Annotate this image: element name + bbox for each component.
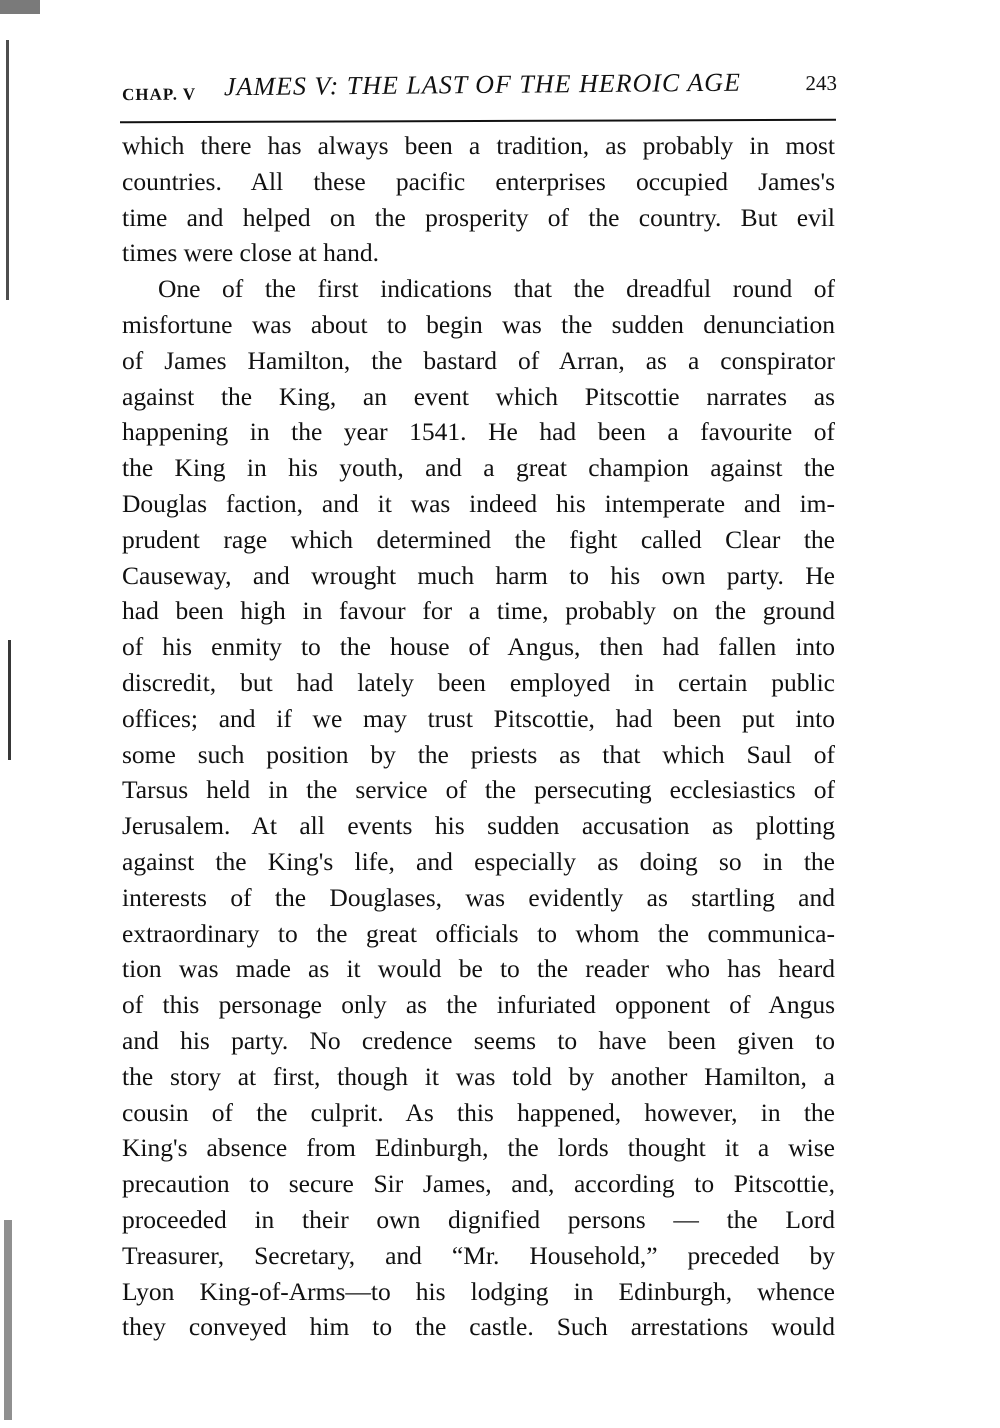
text-line: some such position by the priests as that which Saul of bbox=[122, 739, 835, 769]
text-line: extraordinary to the great officials to whom the communica- bbox=[122, 918, 835, 948]
text-line: and his party. No credence seems to have been given to bbox=[122, 1025, 835, 1055]
text-line: interests of the Douglases, was evidently as startling and bbox=[122, 882, 835, 912]
text-line: misfortune was about to begin was the sudden denunciation bbox=[122, 309, 835, 339]
text-line: of James Hamilton, the bastard of Arran, as a conspirator bbox=[122, 345, 835, 375]
text-line: Treasurer, Secretary, and “Mr. Household,” preceded by bbox=[122, 1240, 835, 1270]
text-line: the story at first, though it was told by another Hamilton, a bbox=[122, 1061, 835, 1091]
text-line: had been high in favour for a time, probably on the ground bbox=[122, 596, 835, 626]
text-line: they conveyed him to the castle. Such arrestations would bbox=[122, 1312, 835, 1342]
text-line: time and helped on the prosperity of the country. But evil bbox=[122, 202, 835, 232]
text-line: countries. All these pacific enterprises occupied James's bbox=[122, 166, 835, 196]
text-line: precaution to secure Sir James, and, according to Pitscottie, bbox=[122, 1169, 835, 1199]
text-line: Tarsus held in the service of the persecuting ecclesiastics of bbox=[122, 775, 835, 805]
text-line: Jerusalem. At all events his sudden accusation as plotting bbox=[122, 811, 835, 841]
header-rule bbox=[120, 119, 836, 123]
page-number: 243 bbox=[805, 70, 838, 96]
text-line: offices; and if we may trust Pitscottie, had been put into bbox=[122, 703, 835, 733]
running-header bbox=[122, 65, 837, 111]
text-line: against the King's life, and especially as doing so in the bbox=[122, 846, 835, 876]
text-line: cousin of the culprit. As this happened, however, in the bbox=[122, 1097, 835, 1127]
text-line: Douglas faction, and it was indeed his intemperate and im- bbox=[122, 488, 835, 518]
text-line: which there has always been a tradition, as probably in most bbox=[122, 131, 835, 160]
text-line: King's absence from Edinburgh, the lords thought it a wise bbox=[122, 1133, 835, 1163]
text-line: of his enmity to the house of Angus, then had fallen into bbox=[122, 632, 835, 662]
text-line: tion was made as it would be to the reader who has heard bbox=[122, 954, 835, 984]
text-line: One of the first indications that the dreadful round of bbox=[158, 274, 835, 304]
text-line: times were close at hand. bbox=[122, 238, 380, 268]
text-line: of this personage only as the infuriated opponent of Angus bbox=[122, 990, 835, 1020]
scan-edge-shadow bbox=[0, 0, 14, 1428]
running-title: JAMES V: THE LAST OF THE HEROIC AGE bbox=[223, 67, 742, 102]
chapter-label: CHAP. V bbox=[121, 84, 197, 105]
text-line: Causeway, and wrought much harm to his own party. He bbox=[122, 560, 835, 590]
text-line: happening in the year 1541. He had been a favourite of bbox=[122, 417, 835, 447]
text-line: Lyon King-of-Arms—to his lodging in Edinburgh, whence bbox=[122, 1276, 835, 1306]
text-line: proceeded in their own dignified persons — the Lord bbox=[122, 1204, 835, 1234]
text-line: prudent rage which determined the fight called Clear the bbox=[122, 524, 835, 554]
body-text bbox=[122, 128, 835, 1345]
text-line: against the King, an event which Pitscottie narrates as bbox=[122, 381, 835, 411]
text-line: the King in his youth, and a great champion against the bbox=[122, 453, 835, 483]
text-line: discredit, but had lately been employed in certain public bbox=[122, 667, 835, 697]
